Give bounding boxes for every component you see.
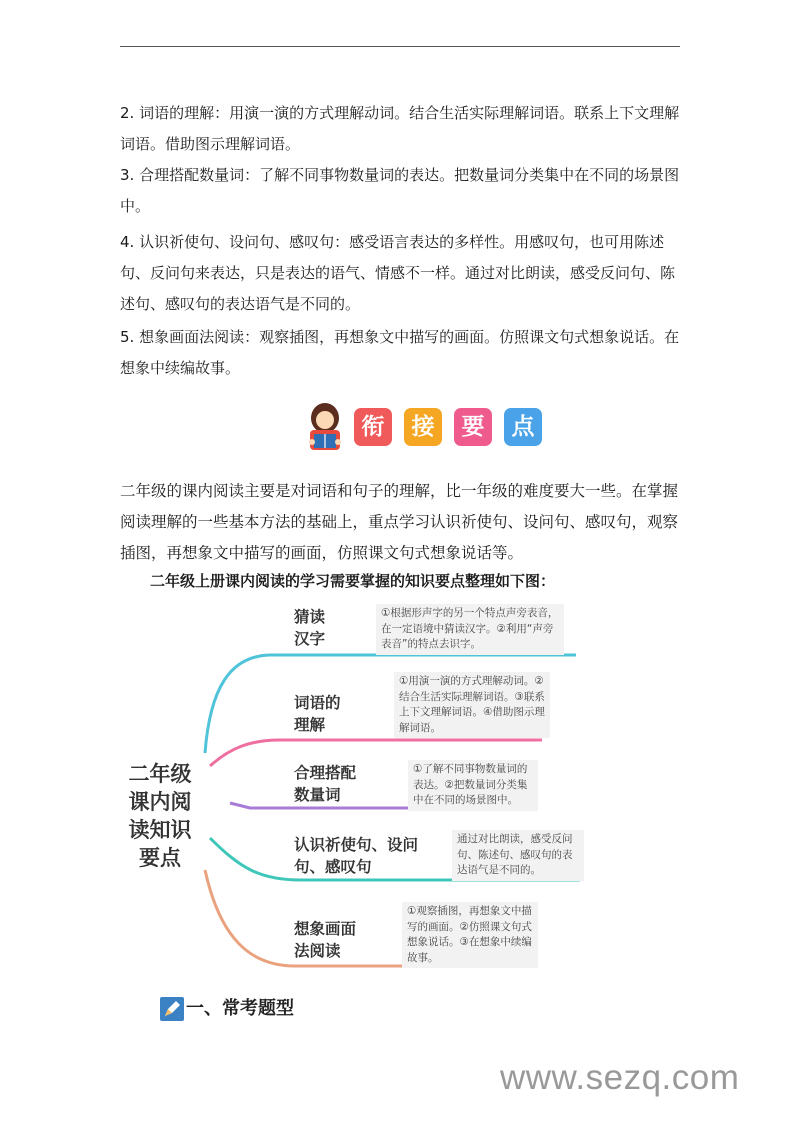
- banner-char-1: 衔: [354, 408, 392, 446]
- knowledge-mindmap: [110, 598, 590, 978]
- site-watermark: www.sezq.com: [500, 1058, 740, 1097]
- branch-note-sentence-types: 通过对比朗读，感受反问句、陈述句、感叹句的表达语气是不同的。: [452, 830, 584, 881]
- banner-char-2: 接: [404, 408, 442, 446]
- branch-title-imagine: 想象画面法阅读: [294, 920, 357, 960]
- intro-paragraph: 二年级的课内阅读主要是对词语和句子的理解，比一年级的难度要大一些。在掌握阅读理解的一些基本方法的基础上，重点学习认识祈使句、设问句、感叹句，观察插图，再想象文中描写的画面，仿照课文句式想象说话等。: [120, 482, 679, 562]
- mindmap-center: 二年级课内阅读知识要点: [128, 762, 192, 870]
- branch-note-imagine: ①观察插图，再想象文中描写的画面。②仿照课文句式想象说话。③在想象中续编故事。: [402, 902, 538, 968]
- branch-note-guess-chars: ①根据形声字的另一个特点声旁表音，在一定语境中猜读汉字。②利用“声旁表音”的特点去识字。: [376, 604, 564, 655]
- paragraph-sentence-types: 4. 认识祈使句、设问句、感叹句：感受语言表达的多样性。用感叹句，也可用陈述句、反问句来表达，只是表达的语气、情感不一样。通过对比朗读，感受反问句、陈述句、感叹句的表达语气是不同的。: [120, 233, 676, 313]
- banner-char-4: 点: [504, 408, 542, 446]
- header-rule: [120, 46, 680, 47]
- branch-title-words: 词语的理解: [294, 694, 341, 734]
- branch-title-sentence-types: 认识祈使句、设问句、感叹句: [294, 836, 419, 876]
- reading-girl-icon: [300, 400, 350, 456]
- branch-title-guess-chars: 猜读汉字: [294, 608, 326, 648]
- paragraph-imagine-reading: 5. 想象画面法阅读：观察插图，再想象文中描写的画面。仿照课文句式想象说话。在想象中续编故事。: [120, 328, 680, 377]
- branch-note-words: ①用演一演的方式理解动词。②结合生活实际理解词语。③联系上下文理解词语。④借助图示理解词语。: [394, 672, 550, 738]
- branch-note-measure-words: ①了解不同事物数量词的表达。②把数量词分类集中在不同的场景图中。: [408, 760, 538, 811]
- section-heading-text: 一、常考题型: [186, 998, 294, 1019]
- summary-line: 二年级上册课内阅读的学习需要掌握的知识要点整理如下图：: [150, 572, 556, 590]
- pen-icon: [160, 997, 184, 1021]
- branch-title-measure-words: 合理搭配数量词: [294, 764, 357, 804]
- paragraph-word-understanding: 2. 词语的理解：用演一演的方式理解动词。结合生活实际理解词语。联系上下文理解词语。借助图示理解词语。: [120, 104, 680, 153]
- banner-char-3: 要: [454, 408, 492, 446]
- paragraph-measure-words: 3. 合理搭配数量词：了解不同事物数量词的表达。把数量词分类集中在不同的场景图中。: [120, 166, 680, 215]
